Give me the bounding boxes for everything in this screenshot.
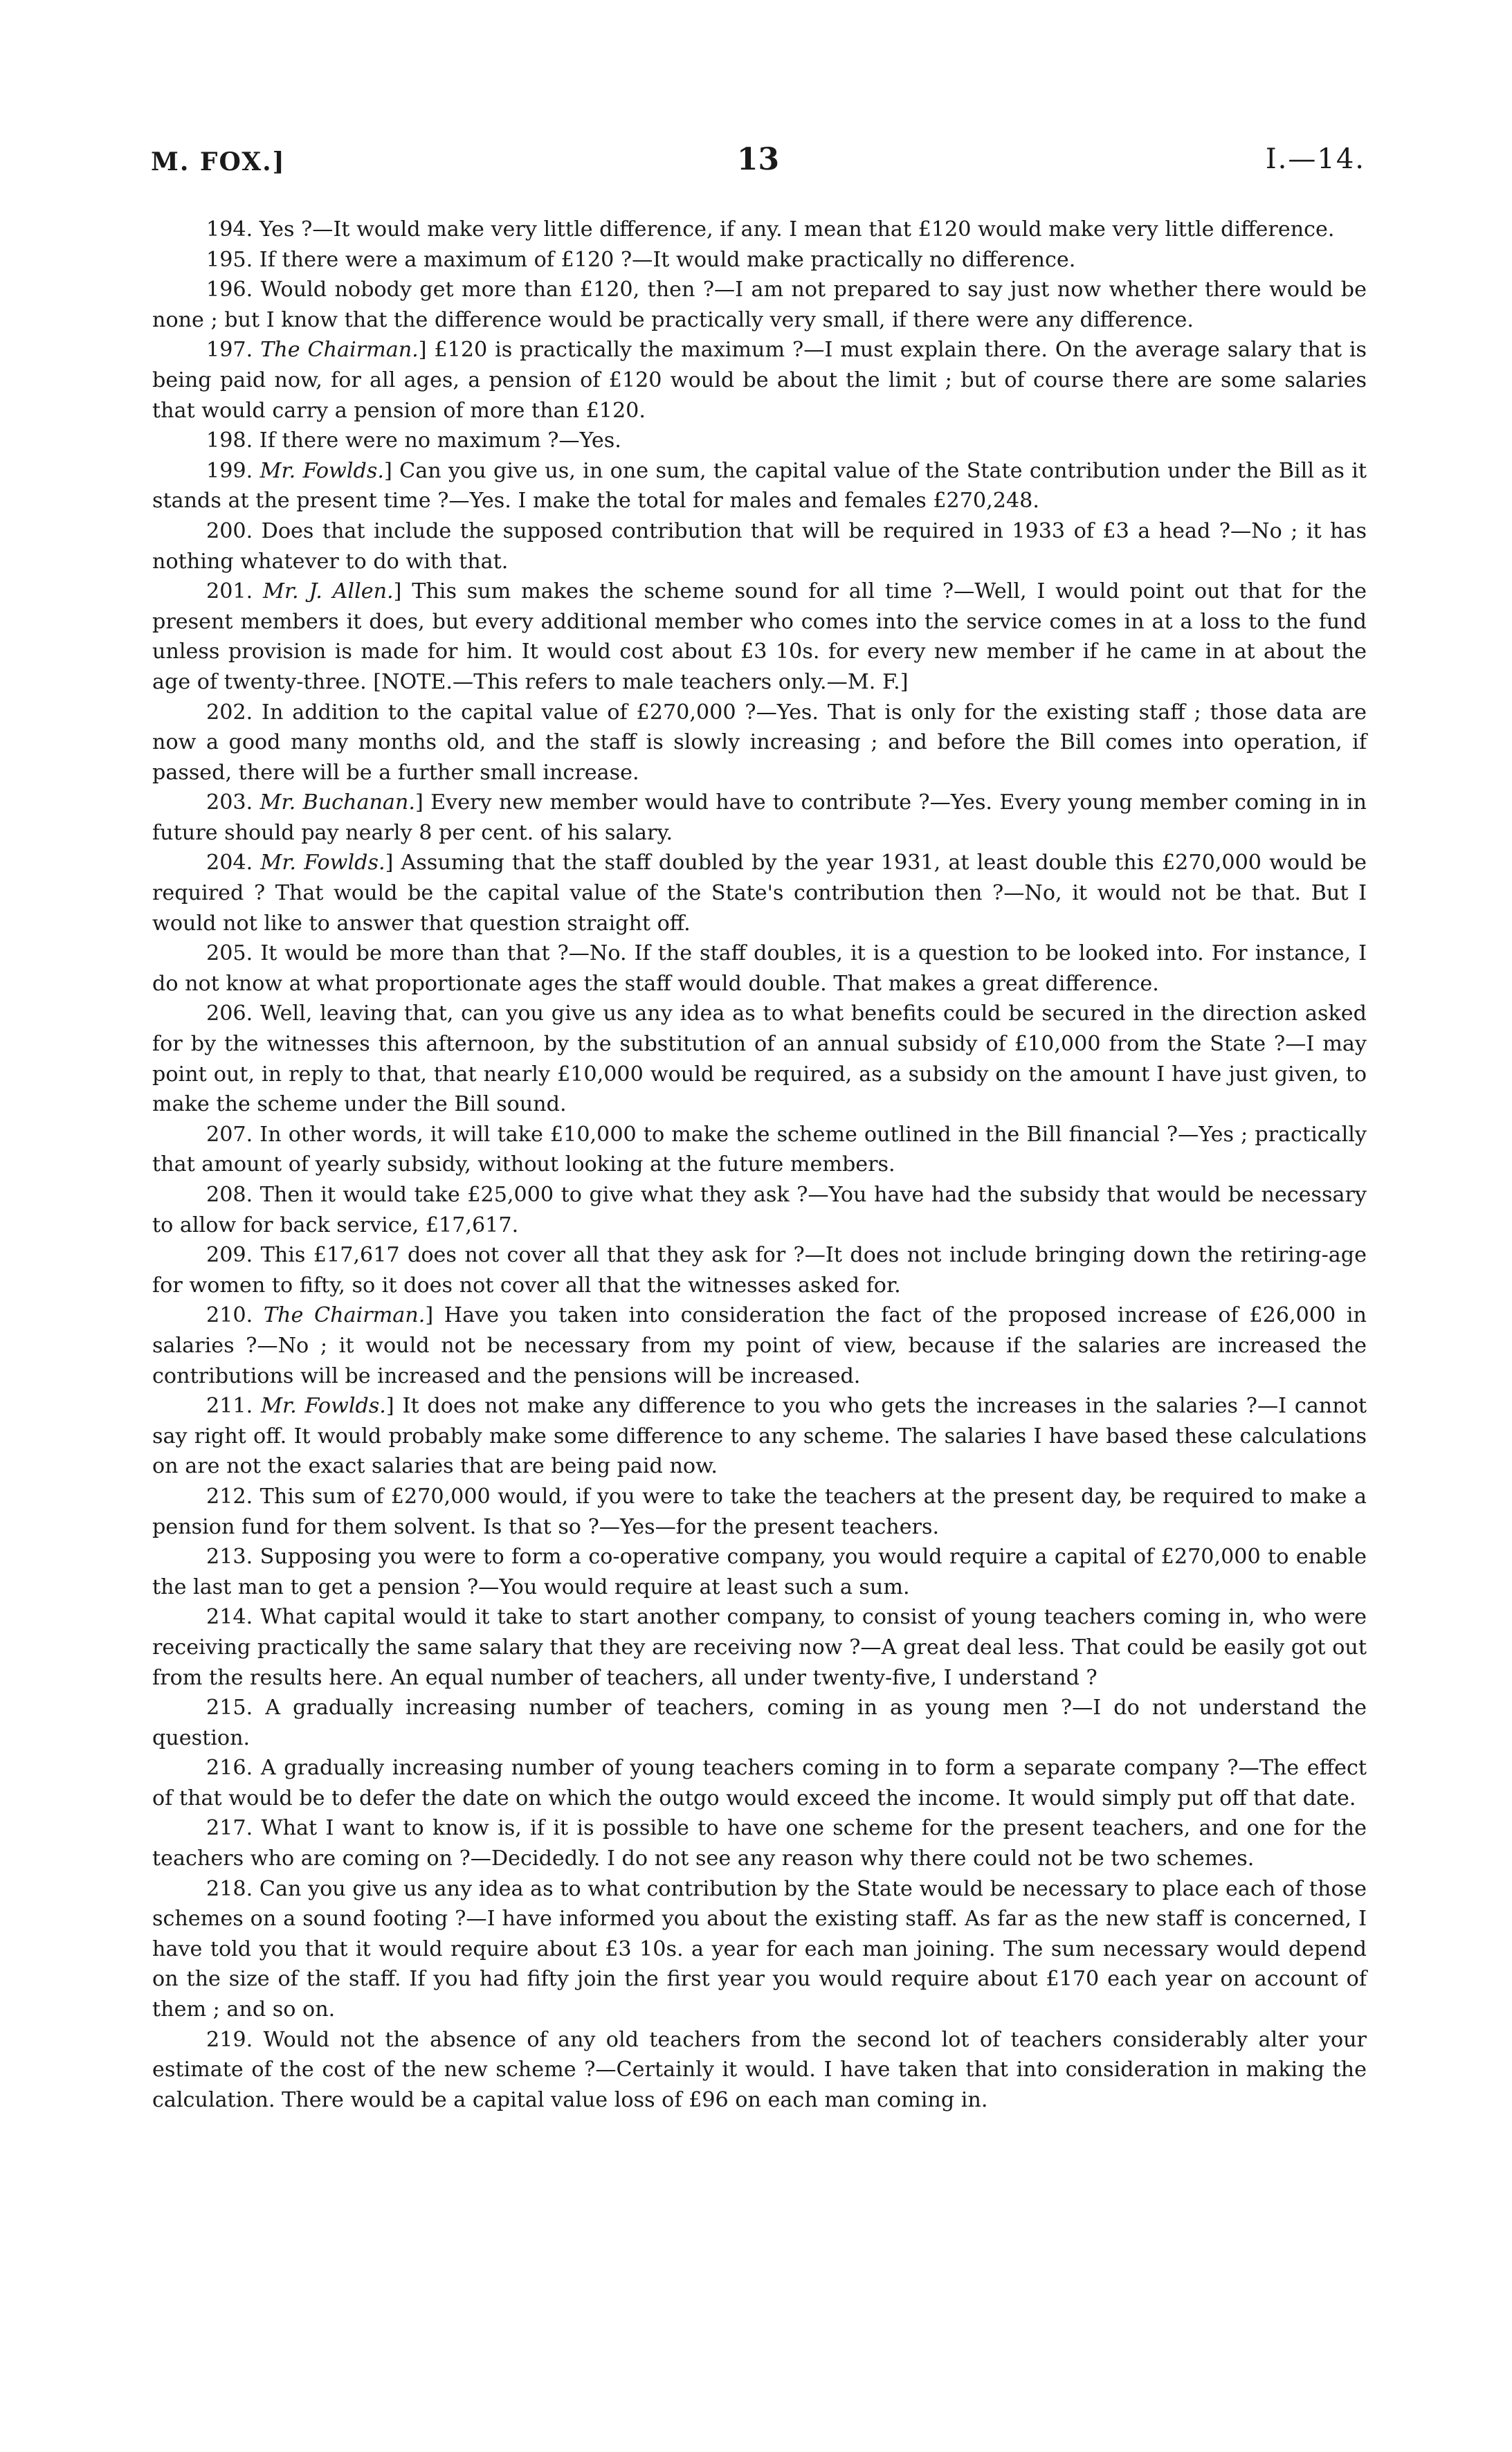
question-number: 210. [206,1303,264,1328]
testimony-paragraph [152,1482,1367,1542]
paragraph-text: ] £120 is practically the maximum ?—I must explain there. On the average salary that is being paid now, for all ages, a pension of £120 would be about the limit ; but of course there are some salaries that would carry a pension of more than £120. [152,338,1367,423]
speaker-name: The Chairman. [263,1303,426,1328]
question-number: 197. [206,338,261,363]
paragraph-text: 219. Would not the absence of any old teachers from the second lot of teachers considerably alter your estimate of the cost of the new scheme ?—Certainly it would. I have taken that into consideration in making the calculation. There would be a capital value loss of £96 on each man coming in. [152,2027,1367,2112]
document-reference: I.—14. [1265,143,1365,175]
paragraph-text: 207. In other words, it will take £10,000 to make the scheme outlined in the Bill financial ?—Yes ; practically that amount of yearly subsidy, without looking at the future members. [152,1122,1367,1177]
speaker-name: Mr. J. Allen. [263,579,394,604]
testimony-paragraph [152,516,1367,576]
question-number: 201. [206,579,264,604]
testimony-paragraph [152,426,1367,456]
paragraph-text: 209. This £17,617 does not cover all that they ask for ?—It does not include bringing down the retiring-age for women to fifty, so it does not cover all that the witnesses asked for. [152,1243,1367,1298]
testimony-paragraph [152,456,1367,516]
question-number: 204. [206,851,261,875]
question-number: 199. [206,458,260,483]
paragraph-text: 194. Yes ?—It would make very little difference, if any. I mean that £120 would make very little difference. [206,217,1335,242]
speaker-name: Mr. Buchanan. [259,790,415,815]
paragraph-text: ] It does not make any difference to you who gets the increases in the salaries ?—I cannot say right off. It would probably make some difference to any scheme. The salaries I have based these calculations on are not the exact salaries that are being paid now. [152,1394,1367,1479]
testimony-paragraph [152,1391,1367,1482]
paragraph-text: 214. What capital would it take to start another company, to consist of young teachers coming in, who were receiving practically the same salary that they are receiving now ?—A great deal less. That could be easily got out from the results here. An equal number of teachers, all under twenty-five, I understand ? [152,1605,1367,1690]
testimony-paragraph [152,335,1367,426]
paragraph-text: ] This sum makes the scheme sound for all time ?—Well, I would point out that for the present members it does, but every additional member who comes into the service comes in at a loss to the fund unless provision is made for him. It would cost about £3 10s. for every new member if he came in at about the age of twenty-three. [NOTE.—This refers to male teachers only.—M. F.] [152,579,1367,694]
testimony-paragraph [152,848,1367,938]
page-header [151,142,1365,183]
paragraph-text: 216. A gradually increasing number of young teachers coming in to form a separate company ?—The effect of that would be to defer the date on which the outgo would exceed the income. It would simply put off that date. [152,1756,1367,1810]
paragraph-text: 196. Would nobody get more than £120, then ?—I am not prepared to say just now whether there would be none ; but I know that the difference would be practically very small, if there were any difference. [152,278,1367,332]
paragraph-text: 198. If there were no maximum ?—Yes. [206,428,621,453]
testimony-paragraph [152,1120,1367,1180]
speaker-name: Mr. Fowlds. [260,851,385,875]
testimony-paragraph [152,245,1367,275]
paragraph-text: 213. Supposing you were to form a co-operative company, you would require a capital of £270,000 to enable the last man to get a pension ?—You would require at least such a sum. [152,1545,1367,1599]
testimony-paragraph [152,1240,1367,1300]
testimony-paragraph [152,1542,1367,1602]
paragraph-text: 195. If there were a maximum of £120 ?—It would make practically no difference. [206,247,1076,272]
paragraph-text: 208. Then it would take £25,000 to give what they ask ?—You have had the subsidy that would be necessary to allow for back service, £17,617. [152,1183,1367,1237]
testimony-paragraph [152,1693,1367,1753]
paragraph-text: 217. What I want to know is, if it is possible to have one scheme for the present teachers, and one for the teachers who are coming on ?—Decidedly. I do not see any reason why there could not be two schemes. [152,1816,1367,1871]
testimony-body [152,215,1367,2115]
testimony-paragraph [152,275,1367,335]
paragraph-text: 202. In addition to the capital value of £270,000 ?—Yes. That is only for the existing staff ; those data are now a good many months old, and the staff is slowly increasing ; and before the Bill comes into operation, if passed, there will be a further small increase. [152,700,1367,785]
testimony-paragraph [152,1180,1367,1240]
paragraph-text: ] Can you give us, in one sum, the capital value of the State contribution under the Bill as it stands at the present time ?—Yes. I make the total for males and females £270,248. [152,458,1367,514]
question-number: 203. [206,790,260,815]
testimony-paragraph [152,215,1367,245]
paragraph-text: 206. Well, leaving that, can you give us any idea as to what benefits could be secured in the direction asked for by the witnesses this afternoon, by the substitution of an annual subsidy of £10,000 from the State ?—I may point out, in reply to that, that nearly £10,000 would be required, as a subsidy on the amount I have just given, to make the scheme under the Bill sound. [152,1001,1367,1117]
testimony-paragraph [152,1874,1367,2025]
paragraph-text: 205. It would be more than that ?—No. If the staff doubles, it is a question to be looked into. For instance, I do not know at what proportionate ages the staff would double. That makes a great difference. [152,941,1367,996]
testimony-paragraph [152,1300,1367,1391]
testimony-paragraph [152,938,1367,999]
speaker-name: Mr. Fowlds. [259,458,384,483]
paragraph-text: 215. A gradually increasing number of teachers, coming in as young men ?—I do not understand the question. [152,1696,1367,1750]
paragraph-text: ] Every new member would have to contribute ?—Yes. Every young member coming in in future should pay nearly 8 per cent. of his salary. [152,790,1367,845]
speaker-name: The Chairman. [260,338,419,363]
testimony-paragraph [152,1753,1367,1813]
question-number: 211. [206,1394,262,1419]
paragraph-text: 200. Does that include the supposed contribution that will be required in 1933 of £3 a head ?—No ; it has nothing whatever to do with that. [152,518,1367,574]
page-number: 13 [736,142,780,177]
header-author: M. FOX.] [151,147,286,176]
testimony-paragraph [152,999,1367,1119]
paragraph-text: 212. This sum of £270,000 would, if you were to take the teachers at the present day, be required to make a pension fund for them solvent. Is that so ?—Yes—for the present teachers. [152,1484,1367,1539]
testimony-paragraph [152,1602,1367,1693]
testimony-paragraph [152,1813,1367,1873]
speaker-name: Mr. Fowlds. [261,1394,386,1419]
paragraph-text: ] Assuming that the staff doubled by the year 1931, at least double this £270,000 would be required ? That would be the capital value of the State's contribution then ?—No, it would not be that. But I would not like to answer that question straight off. [152,851,1367,936]
testimony-paragraph [152,2025,1367,2116]
paragraph-text: 218. Can you give us any idea as to what contribution by the State would be necessary to place each of those schemes on a sound footing ?—I have informed you about the existing staff. As far as the new staff is concerned, I have told you that it would require about £3 10s. a year for each man joining. The sum necessary would depend on the size of the staff. If you had fifty join the first year you would require about £170 each year on account of them ; and so on. [152,1876,1367,2022]
testimony-paragraph [152,788,1367,848]
testimony-paragraph [152,576,1367,697]
paragraph-text: ] Have you taken into consideration the fact of the proposed increase of £26,000 in salaries ?—No ; it would not be necessary from my point of view, because if the salaries are increased the contributions will be increased and the pensions will be increased. [152,1303,1367,1388]
testimony-paragraph [152,698,1367,788]
